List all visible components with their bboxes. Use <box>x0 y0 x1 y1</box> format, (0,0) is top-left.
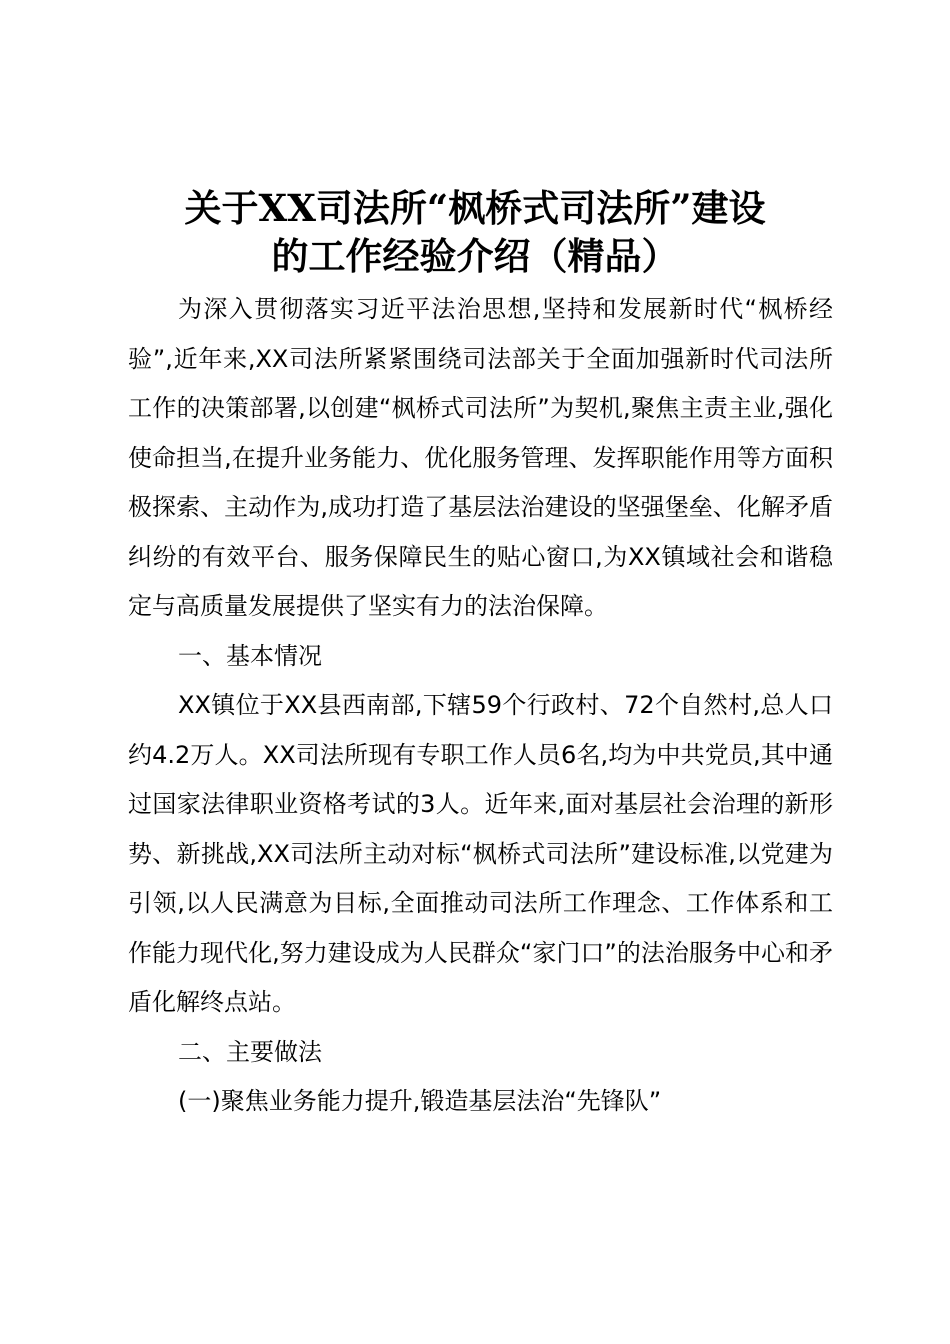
subsection-heading-1: (一)聚焦业务能力提升,锻造基层法治“先锋队” <box>178 1087 662 1115</box>
section-heading-main-practices: 二、主要做法 <box>178 1037 322 1066</box>
intro-paragraph: 为深入贯彻落实习近平法治思想,坚持和发展新时代“枫桥经验”,近年来,XX司法所紧紧围绕司法部关于全面加强新时代司法所工作的决策部署,以创建“枫桥式司法所”为契机,聚焦主责主业,强化使命担当,在提升业务能力、优化服务管理、发挥职能作用等方面积极探索、主动作为,成功打造了基层法治建设的坚强堡垒、化解矛盾纠纷的有效平台、服务保障民生的贴心窗口,为XX镇域社会和谐稳定与高质量发展提供了坚实有力的法治保障。 <box>128 295 833 620</box>
document-body <box>128 285 833 1127</box>
basic-situation-paragraph: XX镇位于XX县西南部,下辖59个行政村、72个自然村,总人口约4.2万人。XX司法所现有专职工作人员6名,均为中共党员,其中通过国家法律职业资格考试的3人。近年来,面对基层社会治理的新形势、新挑战,XX司法所主动对标“枫桥式司法所”建设标准,以党建为引领,以人民满意为目标,全面推动司法所工作理念、工作体系和工作能力现代化,努力建设成为人民群众“家门口”的法治服务中心和矛盾化解终点站。 <box>128 691 833 1016</box>
section-heading-basic-situation: 一、基本情况 <box>178 641 322 670</box>
document-title-line-2: 的工作经验介绍（精品） <box>271 234 679 278</box>
document-title-line-1: 关于XX司法所“枫桥式司法所”建设 <box>184 186 766 230</box>
